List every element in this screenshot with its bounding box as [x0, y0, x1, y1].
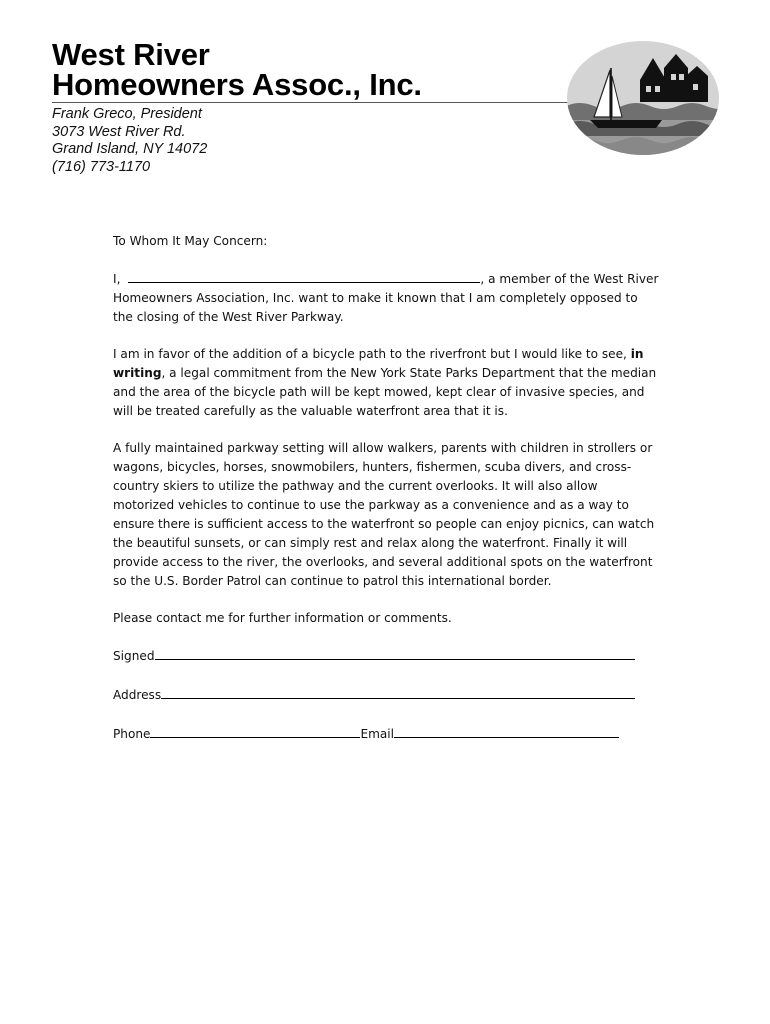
contact-block — [52, 106, 207, 176]
header-divider — [52, 102, 592, 103]
name-prefix: I, — [113, 272, 121, 286]
city-state-zip: Grand Island, NY 14072 — [52, 141, 208, 157]
paragraph-parkway-uses: A fully maintained parkway setting will allow walkers, parents with children in strollers or wagons, bicycles, horses, snowmobilers, hunters, fishermen, scuba divers, and cross-country skiers to utilize the pathway and the current overlooks. It will also allow motorized vehicles to continue to use the parkway as a convenience and as a way to ensure there is sufficient access to the waterfront so people can enjoy picnics, can watch the beautiful sunsets, or can simply rest and relax along the waterfront. Finally it will provide access to the river, the overlooks, and several additional spots on the waterfront so the U.S. Border Patrol can continue to patrol this international border. — [113, 441, 655, 588]
email-line[interactable] — [394, 724, 619, 738]
address-label: Address — [113, 688, 162, 702]
signed-field — [113, 646, 661, 666]
house-sailboat-logo-icon — [566, 40, 720, 156]
phone-line[interactable] — [150, 724, 360, 738]
letter-body — [113, 232, 661, 763]
phone-email-field — [113, 724, 661, 744]
bicycle-path-intro: I am in favor of the addition of a bicycle path to the riverfront but I would like to see, — [113, 347, 627, 361]
org-name-line-1: West River — [52, 37, 210, 72]
paragraph-contact-request: Please contact me for further information or comments. — [113, 611, 452, 625]
phone-label: Phone — [113, 727, 151, 741]
paragraph-membership — [113, 269, 661, 327]
member-name-line[interactable] — [128, 269, 480, 283]
bicycle-path-commitment: , a legal commitment from the New York State Parks Department that the median and the area of the bicycle path will be kept mowed, kept clear of invasive species, and will be treated carefully as the valuable waterfront area that it is. — [113, 366, 657, 418]
emphasis-in-writing: in writing — [113, 347, 644, 380]
signed-label: Signed — [113, 649, 155, 663]
paragraph-bicycle-path — [113, 345, 661, 421]
address-line[interactable] — [161, 685, 635, 699]
org-title — [52, 37, 422, 102]
street-address: 3073 West River Rd. — [52, 123, 186, 140]
membership-statement: West River Homeowners Association, Inc. want to make it known that I am completely opposed to the closing of the West River Parkway. — [113, 272, 659, 324]
org-name-line-2: Homeowners Assoc., Inc. — [52, 67, 422, 102]
email-label: Email — [360, 727, 395, 741]
president-name: Frank Greco, President — [52, 106, 202, 122]
member-suffix: , a member of the — [480, 272, 590, 286]
address-field — [113, 685, 661, 705]
contact-phone: (716) 773-1170 — [52, 158, 151, 175]
salutation: To Whom It May Concern: — [113, 234, 268, 248]
signature-line[interactable] — [155, 646, 635, 660]
